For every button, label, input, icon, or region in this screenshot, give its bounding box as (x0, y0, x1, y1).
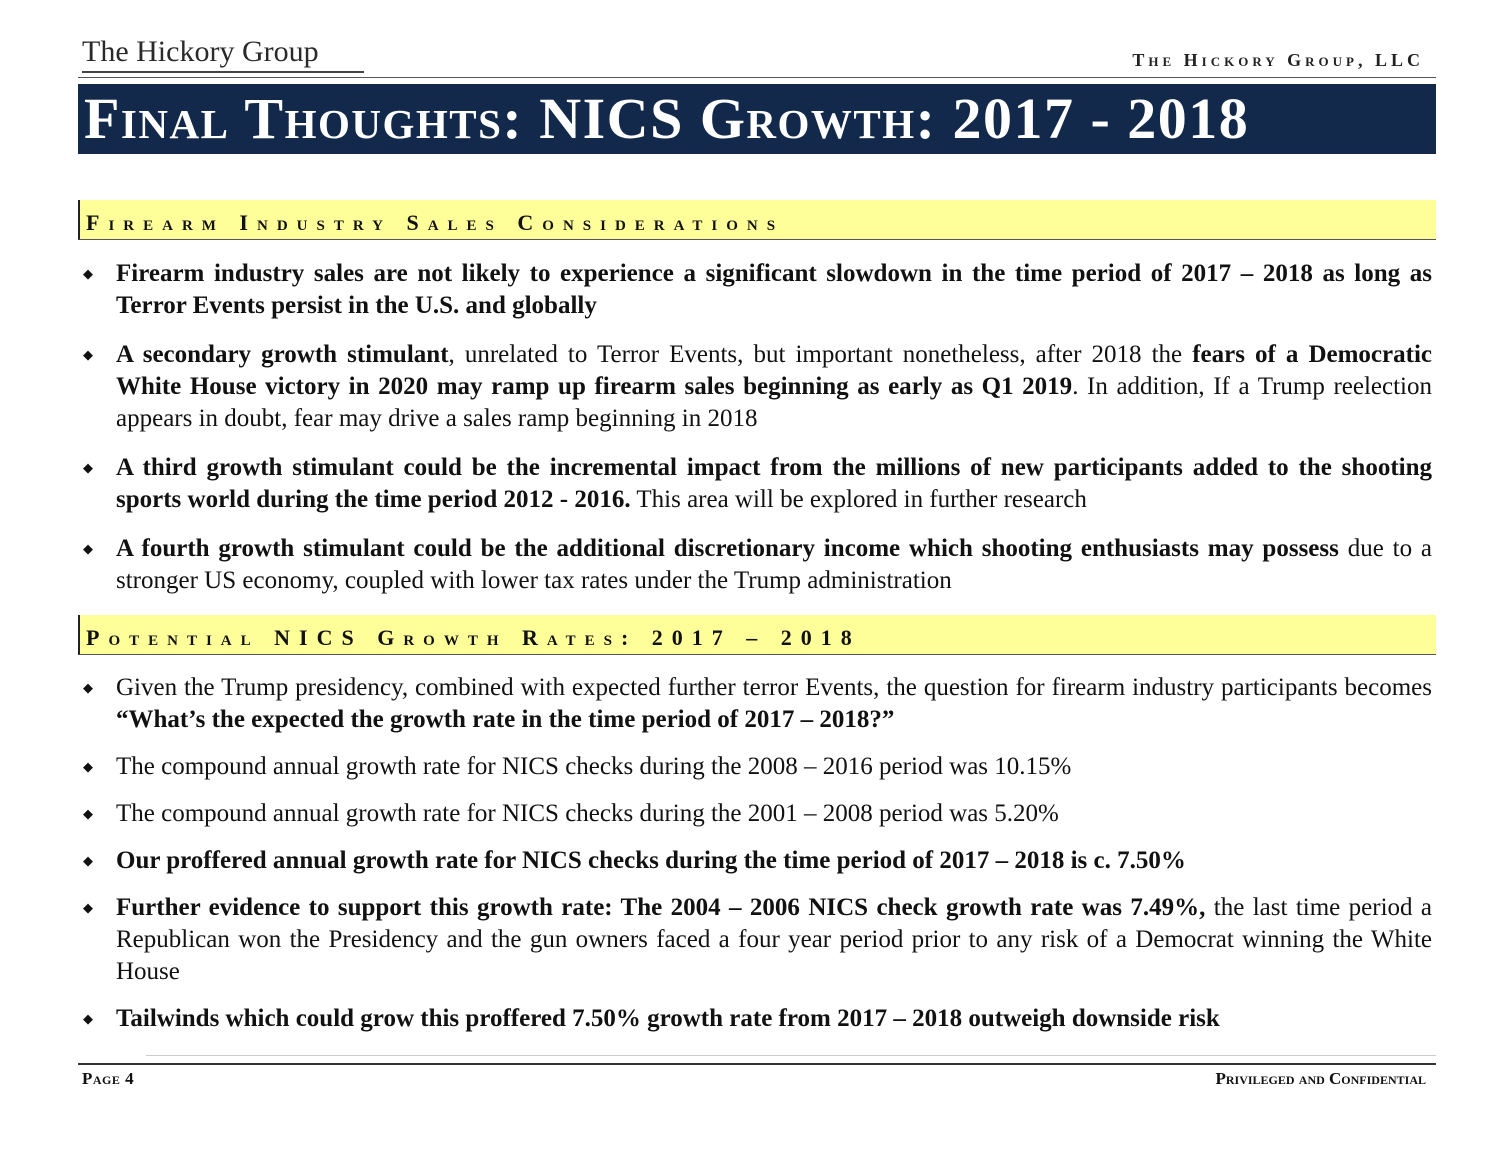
bullet-text-run: A secondary growth stimulant (116, 341, 449, 368)
bullet-text-run: The compound annual growth rate for NICS checks during the 2008 – 2016 period was 10.15% (116, 753, 1072, 780)
page-title: Final Thoughts: NICS Growth: 2017 - 2018 (78, 84, 1436, 154)
company-logo: The Hickory Group (82, 34, 364, 73)
bullet-text-run: The compound annual growth rate for NICS checks during the 2001 – 2008 period was 5.20% (116, 800, 1059, 827)
bullet-text-run: Our proffered annual growth rate for NICS checks during the time period of 2017 – 2018 is c. 7.50% (116, 847, 1186, 874)
bullet-item (78, 452, 1436, 516)
bullet-diamond-icon: ◆ (83, 460, 93, 475)
bullet-list-sales (78, 258, 1436, 597)
bullet-diamond-icon: ◆ (83, 1011, 93, 1026)
bullet-item (78, 339, 1436, 435)
confidential-label: Privileged and Confidential (1215, 1069, 1426, 1088)
bullet-diamond-icon: ◆ (83, 853, 93, 868)
bullet-text-run: “What’s the expected the growth rate in the time period of 2017 – 2018?” (116, 706, 895, 733)
bullet-diamond-icon: ◆ (83, 806, 93, 821)
bullet-text-run: Tailwinds which could grow this proffered 7.50% growth rate from 2017 – 2018 outweigh downside risk (116, 1005, 1220, 1032)
bullet-text-run: A third growth stimulant could be the incremental impact from the millions of new participants added to the shooting sports world during the time period 2012 - 2016. (116, 454, 1432, 513)
bullet-diamond-icon: ◆ (83, 266, 93, 281)
bullet-text-run: the last time period a Republican won the Presidency and the gun owners faced a four year period prior to any risk of a Democrat winning the White House (116, 894, 1433, 985)
bullet-diamond-icon: ◆ (83, 900, 93, 915)
bullet-text-run: fears of a Democratic White House victory in 2020 may ramp up firearm sales beginning as early as Q1 2019 (116, 341, 1432, 400)
bullet-item (78, 892, 1436, 988)
section-heading-sales: Firearm Industry Sales Considerations (78, 200, 1436, 240)
bullet-text-run: A fourth growth stimulant could be the additional discretionary income which shooting enthusiasts may possess (116, 535, 1339, 562)
bullet-text-run: This area will be explored in further research (630, 486, 1087, 513)
section-heading-growth-rates: Potential NICS Growth Rates: 2017 – 2018 (78, 615, 1436, 655)
footer-divider-light (146, 1055, 1436, 1056)
bullet-item (78, 1003, 1436, 1035)
header-divider (78, 77, 1436, 78)
footer-divider (78, 1063, 1436, 1065)
bullet-diamond-icon: ◆ (83, 347, 93, 362)
bullet-text-run: Given the Trump presidency, combined with expected further terror Events, the question for firearm industry participants becomes (116, 674, 1432, 701)
bullet-diamond-icon: ◆ (83, 680, 93, 695)
bullet-diamond-icon: ◆ (83, 541, 93, 556)
bullet-diamond-icon: ◆ (83, 759, 93, 774)
bullet-item (78, 672, 1436, 736)
company-name: The Hickory Group, LLC (1132, 50, 1424, 70)
page-number: Page 4 (82, 1069, 135, 1088)
bullet-item (78, 258, 1436, 322)
bullet-text-run: Firearm industry sales are not likely to experience a significant slowdown in the time period of 2017 – 2018 as long as Terror Events persist in the U.S. and globally (116, 260, 1432, 319)
bullet-text-run: Further evidence to support this growth rate: The 2004 – 2006 NICS check growth rate was 7.49%, (116, 894, 1206, 921)
bullet-item (78, 751, 1436, 783)
bullet-item (78, 533, 1436, 597)
bullet-item (78, 798, 1436, 830)
bullet-text-run: , unrelated to Terror Events, but important nonetheless, after 2018 the (448, 341, 1193, 368)
bullet-text-run: . In addition, If a Trump reelection appears in doubt, fear may drive a sales ramp beginning in 2018 (116, 373, 1433, 432)
bullet-item (78, 845, 1436, 877)
bullet-list-growth-rates (78, 672, 1436, 1035)
bullet-text-run: due to a stronger US economy, coupled with lower tax rates under the Trump administration (116, 535, 1432, 594)
